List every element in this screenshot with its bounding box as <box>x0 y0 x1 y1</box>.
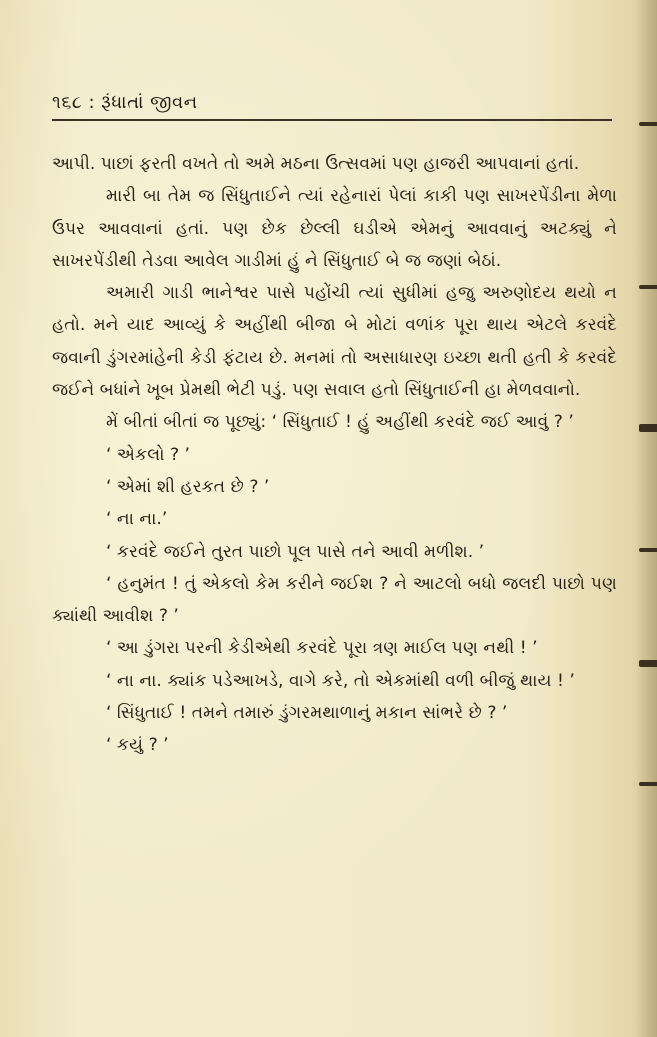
page-edge-shadow <box>635 0 657 1037</box>
dialogue-line: ‘ એકલો ? ’ <box>106 444 190 465</box>
edge-mark <box>639 285 657 289</box>
dialogue-line: ‘ હનુમંત ! તું એકલો કેમ કરીને જઈશ ? ને આટલો બધો જલદી પાછો પણ ક્યાંથી આવીશ ? ’ <box>52 573 617 627</box>
dialogue-line: ‘ ના ના. ક્યાંક પડેઆખડે, વાગે કરે, તો એકમાંથી વળી બીજું થાય ! ’ <box>106 670 575 691</box>
dialogue-line: ‘ ના ના.’ <box>106 509 168 530</box>
paragraph: મારી બા તેમ જ સિંધુતાઈને ત્યાં રહેનારાં પેલાં કાકી પણ સાખરપેંડીના મેળા ઉપર આવવાનાં હતાં. પણ છેક છેલ્લી ઘડીએ એમનું આવવાનું અટક્યું ને સાખરપેંડીથી તેડવા આવેલ ગાડીમાં હું ને સિંધુતાઈ બે જ જણાં બેઠાં. <box>52 186 617 271</box>
header-rule <box>52 119 612 121</box>
edge-mark <box>639 122 657 126</box>
edge-mark <box>639 424 657 432</box>
edge-mark <box>639 548 657 552</box>
edge-mark <box>639 660 657 667</box>
paragraph: મેં બીતાં બીતાં જ પૂછ્યું: ‘ સિંધુતાઈ ! હું અહીંથી કરવંદે જઈ આવું ? ’ <box>106 412 574 433</box>
body-text <box>52 148 617 762</box>
dialogue-line: ‘ એમાં શી હરકત છે ? ’ <box>106 476 270 497</box>
dialogue-line: ‘ આ ડુંગરા પરની કેડીએથી કરવંદે પૂરા ત્રણ માઈલ પણ નથી ! ’ <box>106 638 538 659</box>
paragraph: આપી. પાછાં ફરતી વખતે તો અમે મઠના ઉત્સવમાં પણ હાજરી આપવાનાં હતાં. <box>52 154 580 174</box>
paragraph: અમારી ગાડી ભાનેશ્વર પાસે પહોંચી ત્યાં સુધીમાં હજુ અરુણોદય થયો ન હતો. મને યાદ આવ્યું કે અહીંથી બીજા બે મોટાં વળાંક પૂરા થાય એટલે કરવંદે જવાની ડુંગરમાંહેની કેડી ફંટાય છે. મનમાં તો અસાધારણ ઇચ્છા થતી હતી કે કરવંદે જઈને બધાંને ખૂબ પ્રેમથી ભેટી પડું. પણ સવાલ હતો સિંધુતાઈની હા મેળવવાનો. <box>52 283 617 401</box>
dialogue-line: ‘ કયું ? ’ <box>106 735 169 756</box>
edge-mark <box>639 782 657 786</box>
running-head: ૧૬૮ : રૂંધાતાં જીવન <box>52 92 198 113</box>
dialogue-line: ‘ સિંધુતાઈ ! તમને તમારું ડુંગરમથાળાનું મકાન સાંભરે છે ? ’ <box>106 703 508 724</box>
dialogue-line: ‘ કરવંદે જઈને તુરત પાછો પૂલ પાસે તને આવી મળીશ. ’ <box>106 541 485 562</box>
